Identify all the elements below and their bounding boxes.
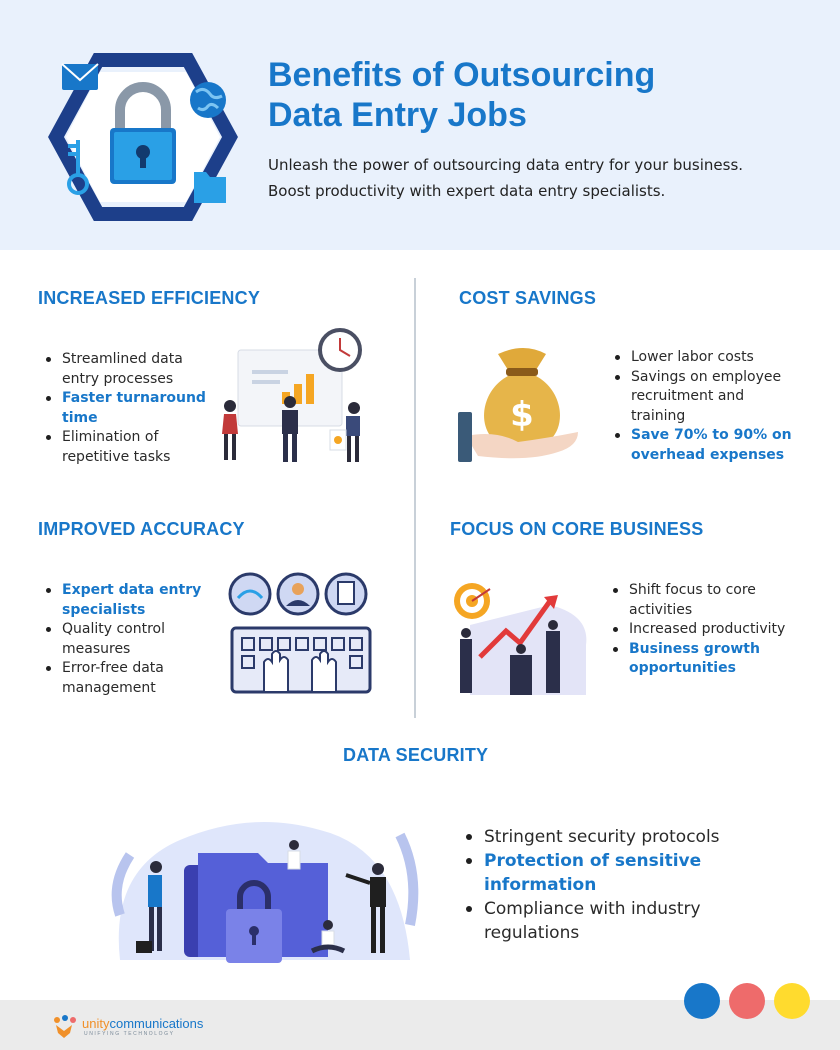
subtitle-line-1: Unleash the power of outsourcing data entry for your business. [268,156,744,174]
cost-bullet: Save 70% to 90% on overhead expenses [607,426,802,465]
target-icon [454,583,490,619]
security-hexagon-illustration [48,52,238,222]
core-bullet: Shift focus to core activities [605,581,805,620]
security-bullets [462,825,762,945]
subtitle-line-2: Boost productivity with expert data entry specialists. [268,182,666,200]
core-bullet: Business growth opportunities [605,640,805,679]
efficiency-bullets [38,350,208,468]
svg-text:$: $ [510,395,534,435]
business-growth-illustration [450,575,590,695]
company-logo[interactable] [82,1016,203,1031]
page-title [268,55,808,135]
team-chart-illustration [212,326,372,466]
decor-dot-yellow [774,983,810,1019]
cost-bullets [607,348,802,466]
keyboard-typing-illustration [228,572,374,698]
security-bullet: Protection of sensitive information [462,849,762,897]
cost-title: COST SAVINGS [459,288,597,308]
efficiency-title: INCREASED EFFICIENCY [38,288,261,308]
efficiency-bullet: Streamlined data entry processes [38,350,208,389]
efficiency-bullet: Elimination of repetitive tasks [38,428,208,467]
user-icon [278,574,318,614]
page-subtitle [268,152,818,204]
logo-word-communications: communications [109,1016,204,1031]
person-top [288,840,300,869]
gauge-icon [230,574,270,614]
cost-bullet: Savings on employee recruitment and training [607,368,802,427]
globe-icon [190,82,226,118]
decor-dot-blue [684,983,720,1019]
envelope-icon [62,64,98,90]
accuracy-bullets [38,581,213,699]
security-bullet: Stringent security protocols [462,825,762,849]
accuracy-title: IMPROVED ACCURACY [38,519,245,539]
accuracy-bullet: Expert data entry specialists [38,581,213,620]
accuracy-bullet: Error-free data management [38,659,213,698]
core-title: FOCUS ON CORE BUSINESS [450,519,704,539]
column-divider [414,278,416,718]
security-bullet: Compliance with industry regulations [462,897,762,945]
title-line-2: Data Entry Jobs [268,96,527,134]
cost-bullet: Lower labor costs [607,348,802,368]
title-line-1: Benefits of Outsourcing [268,56,656,94]
person-left [222,400,238,460]
accuracy-bullet: Quality control measures [38,620,213,659]
efficiency-bullet: Faster turnaround time [38,389,208,428]
core-bullet: Increased productivity [605,620,805,640]
core-bullets [605,581,805,679]
security-title: DATA SECURITY [343,745,489,765]
logo-tagline: UNIFYING TECHNOLOGY [84,1031,175,1037]
data-security-illustration [100,795,420,970]
decor-dot-coral [729,983,765,1019]
unity-logo-icon [52,1015,78,1039]
document-icon [326,574,366,614]
money-bag-hand-illustration [454,340,580,466]
logo-word-unity: unity [82,1016,110,1031]
